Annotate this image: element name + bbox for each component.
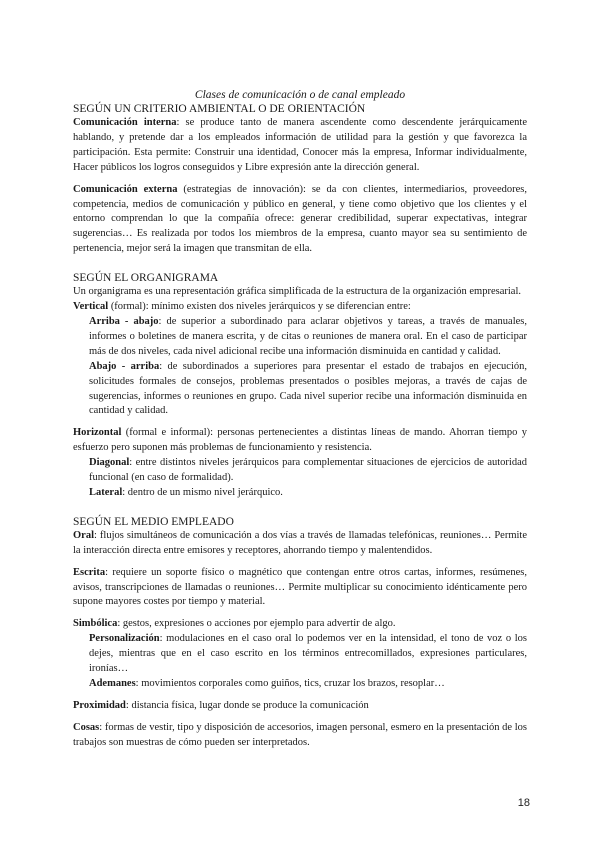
paragraph-simbolica: Simbólica: gestos, expresiones o acciones por ejemplo para advertir de algo. [73,618,396,630]
paragraph-organigrama-intro: Un organigrama es una representación gráfica simplificada de la estructura de la organización empresarial. [73,286,521,298]
document-page [73,88,527,751]
section-heading-medio: SEGÚN EL MEDIO EMPLEADO [73,515,234,528]
term-oral: Oral [73,529,94,541]
term-diagonal: Diagonal [89,457,130,469]
paragraph-comunicacion-externa: Comunicación externa (estrategias de innovación): se da con clientes, intermediarios, proveedores, competencia, medios de comunicación y público en general, y tiene como objetivo que los clientes y el entorno comprendan lo que la compañía ofrece: generar credibilidad, superar expectativas, integrar sugerencias… Es realizada por todos los miembros de la empresa, cuanto mayor sea su sentimiento de pertenencia, mejor será la imagen que transmitan de ella. [73,183,527,255]
paragraph-personalizacion: Personalización: modulaciones en el caso oral lo podemos ver en la intensidad, el tono de voz o los dejes, mientras que en el caso escrito en los términos entrecomillados, expresiones particulares, ironías… [89,633,527,675]
term-arriba-abajo: Arriba - abajo [89,315,159,327]
term-comunicacion-externa: Comunicación externa [73,183,178,195]
paragraph-ademanes: Ademanes: movimientos corporales como guiños, tics, cruzar los brazos, resoplar… [89,678,445,689]
document-title: Clases de comunicación o de canal empleado [194,89,406,101]
paragraph-horizontal: Horizontal (formal e informal): personas pertenecientes a distintas líneas de mando. Ahorran tiempo y esfuerzo pero suponen más problemas de funcionamiento y resistencia. [73,427,527,454]
term-abajo-arriba: Abajo - arriba [89,360,160,372]
term-cosas: Cosas [73,721,100,733]
paragraph-comunicacion-interna: Comunicación interna: se produce tanto de manera ascendente como descendente jerárquicamente hablando, y pretende dar a los empleados información de utilidad para la gestión y que favorezca la participación. Esta permite: Construir una identidad, Conocer más la empresa, Informar individualmente, Hacer públicos los logros conseguidos y Libre expresión ante la dirección general. [73,117,527,173]
paragraph-oral: Oral: flujos simultáneos de comunicación a dos vías a través de llamadas telefónicas, reuniones… Permite la interacción directa entre emisores y receptores, ahorrando tiempo y malentendidos. [73,529,527,556]
term-simbolica: Simbólica [73,618,118,630]
term-comunicacion-interna: Comunicación interna [73,117,177,128]
paragraph-abajo-arriba: Abajo - arriba: de subordinados a superiores para presentar el estado de trabajos en ejecución, solicitudes formales de consejos, problemas presentados o posibles mejoras, a través de cajas de sugerencias, informes o reuniones en grupo. Cada nivel superior recibe una información disminuida en cantidad y calidad. [89,360,527,417]
paragraph-lateral: Lateral: dentro de un mismo nivel jerárquico. [89,486,283,498]
term-personalizacion: Personalización [89,633,160,645]
term-escrita: Escrita [73,566,106,578]
paragraph-arriba-abajo: Arriba - abajo: de superior a subordinado para aclarar objetivos y tareas, a través de manuales, informes o boletines de manera escrita, y de citas o reuniones de manera oral. En el caso de participar más de dos niveles, cada nivel adicional recibe una información disminuida en cantidad y calidad. [89,315,528,357]
section-heading-criterio: SEGÚN UN CRITERIO AMBIENTAL O DE ORIENTACIÓN [73,103,366,115]
paragraph-escrita: Escrita: requiere un soporte físico o magnético que contengan entre otros cartas, informes, resúmenes, avisos, transcripciones de llamadas o reuniones… Permite multiplicar su conocimiento idénticamente pero supone mayores costes por tiempo y material. [73,566,527,608]
paragraph-vertical: Vertical (formal): mínimo existen dos niveles jerárquicos y se diferencian entre: [73,301,411,313]
page-number: 18 [517,797,530,809]
term-proximidad: Proximidad [73,699,126,711]
paragraph-cosas: Cosas: formas de vestir, tipo y disposición de accesorios, imagen personal, esmero en la presentación de los trabajos son muestras de cómo pueden ser interpretados. [73,721,527,748]
term-vertical: Vertical [73,301,109,313]
section-heading-organigrama: SEGÚN EL ORGANIGRAMA [73,272,219,285]
paragraph-diagonal: Diagonal: entre distintos niveles jerárquicos para complementar situaciones de ejercicios de autoridad funcional (en caso de formalidad). [89,457,527,484]
term-horizontal: Horizontal [73,427,122,439]
term-lateral: Lateral [89,486,123,498]
paragraph-proximidad: Proximidad: distancia física, lugar donde se produce la comunicación [73,699,369,711]
term-ademanes: Ademanes [89,678,136,689]
